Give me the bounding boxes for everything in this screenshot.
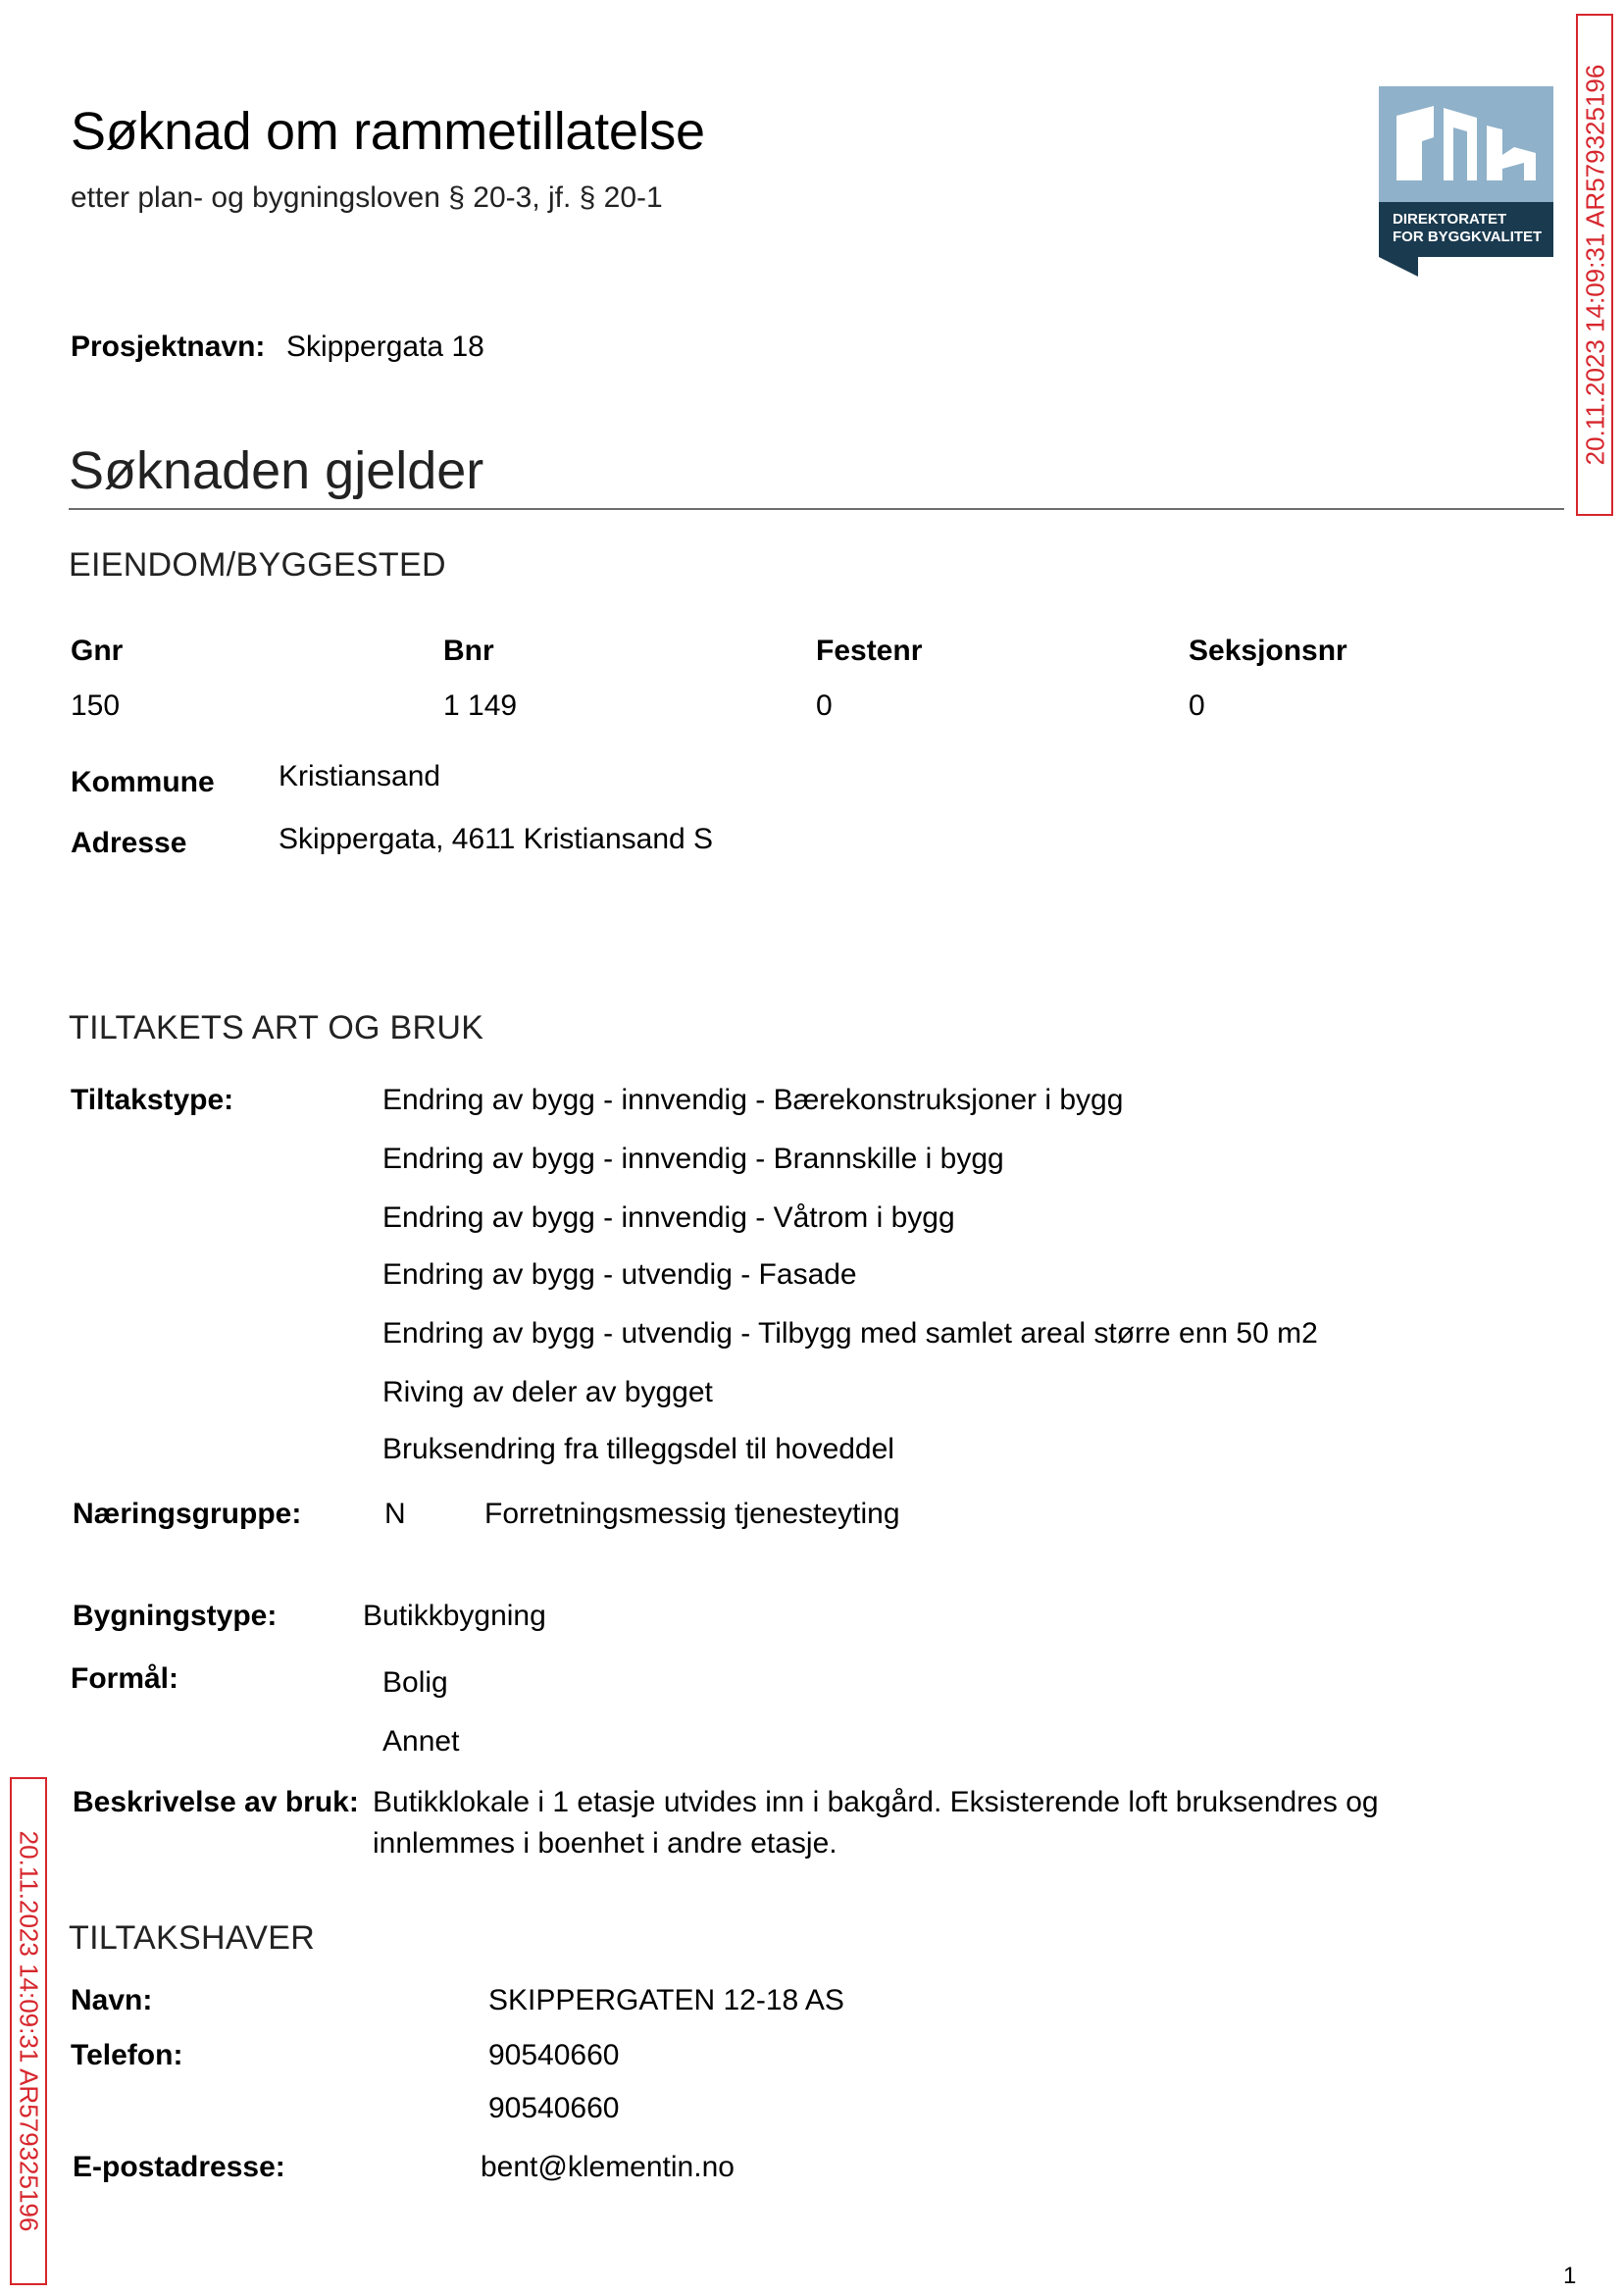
- date-stamp-top: 20.11.2023 14:09:31 AR579325196: [1576, 14, 1613, 516]
- festenr-label: Festenr: [816, 635, 923, 667]
- section-divider: [69, 508, 1564, 510]
- adresse-value: Skippergata, 4611 Kristiansand S: [279, 823, 714, 855]
- epost-label: E-postadresse:: [73, 2151, 285, 2183]
- document-subtitle: etter plan- og bygningsloven § 20-3, jf. § 20-1: [71, 181, 663, 214]
- tiltakstype-item: Endring av bygg - utvendig - Tilbygg med samlet areal større enn 50 m2: [382, 1317, 1318, 1350]
- tiltakshaver-heading: TILTAKSHAVER: [69, 1919, 316, 1957]
- project-name-label: Prosjektnavn:: [71, 331, 266, 363]
- beskrivelse-line: Butikklokale i 1 etasje utvides inn i bakgård. Eksisterende loft bruksendres og: [373, 1786, 1379, 1818]
- logo-text-line1: DIREKTORATET: [1393, 211, 1507, 228]
- tiltakstype-item: Bruksendring fra tilleggsdel til hoveddel: [382, 1433, 894, 1465]
- tiltakstype-item: Endring av bygg - innvendig - Bærekonstruksjoner i bygg: [382, 1084, 1124, 1116]
- bygningstype-value: Butikkbygning: [363, 1600, 546, 1632]
- kommune-label: Kommune: [71, 766, 215, 798]
- tiltakstype-item: Riving av deler av bygget: [382, 1376, 713, 1408]
- seksjonsnr-label: Seksjonsnr: [1189, 635, 1347, 667]
- bnr-label: Bnr: [443, 635, 494, 667]
- logo-text-line2: FOR BYGGKVALITET: [1393, 229, 1543, 245]
- telefon-value: 90540660: [488, 2039, 620, 2071]
- tiltakstype-item: Endring av bygg - utvendig - Fasade: [382, 1258, 857, 1291]
- telefon-label: Telefon:: [71, 2039, 183, 2071]
- naeringsgruppe-code: N: [384, 1498, 406, 1530]
- festenr-value: 0: [816, 689, 833, 722]
- naeringsgruppe-value: Forretningsmessig tjenesteyting: [484, 1498, 900, 1530]
- tiltakstype-label: Tiltakstype:: [71, 1084, 234, 1116]
- epost-value: bent@klementin.no: [481, 2151, 735, 2183]
- tiltak-heading: TILTAKETS ART OG BRUK: [69, 1009, 484, 1046]
- date-stamp-left: 20.11.2023 14:09:31 AR579325196: [10, 1777, 47, 2285]
- bygningstype-label: Bygningstype:: [73, 1600, 278, 1632]
- dibk-logo: [1379, 86, 1553, 277]
- page-number: 1: [1563, 2263, 1577, 2289]
- naeringsgruppe-label: Næringsgruppe:: [73, 1498, 302, 1530]
- gnr-value: 150: [71, 689, 121, 722]
- property-heading: EIENDOM/BYGGESTED: [69, 546, 446, 584]
- seksjonsnr-value: 0: [1189, 689, 1205, 722]
- beskrivelse-label: Beskrivelse av bruk:: [73, 1786, 359, 1818]
- gnr-label: Gnr: [71, 635, 124, 667]
- adresse-label: Adresse: [71, 827, 187, 859]
- formal-value: Annet: [382, 1725, 460, 1758]
- bnr-value: 1 149: [443, 689, 518, 722]
- formal-value: Bolig: [382, 1666, 448, 1699]
- tiltakstype-item: Endring av bygg - innvendig - Brannskille i bygg: [382, 1143, 1004, 1175]
- kommune-value: Kristiansand: [279, 760, 441, 792]
- navn-label: Navn:: [71, 1984, 153, 2016]
- beskrivelse-line: innlemmes i boenhet i andre etasje.: [373, 1827, 837, 1860]
- document-title: Søknad om rammetillatelse: [71, 102, 705, 161]
- tiltakstype-item: Endring av bygg - innvendig - Våtrom i bygg: [382, 1201, 955, 1234]
- section-heading: Søknaden gjelder: [69, 441, 484, 500]
- project-name-value: Skippergata 18: [286, 331, 484, 363]
- formal-label: Formål:: [71, 1662, 179, 1695]
- telefon-value: 90540660: [488, 2092, 620, 2124]
- navn-value: SKIPPERGATEN 12-18 AS: [488, 1984, 844, 2016]
